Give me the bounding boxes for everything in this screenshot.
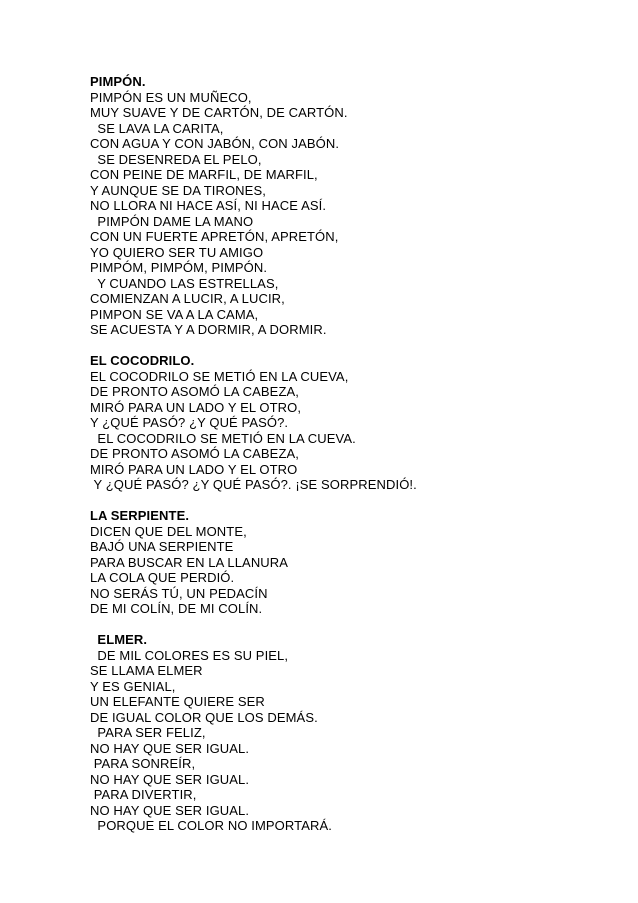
- verse-line: PORQUE EL COLOR NO IMPORTARÁ.: [90, 818, 332, 833]
- verse-line: PIMPÓN DAME LA MANO: [90, 213, 254, 229]
- song-pimpon: [90, 74, 610, 338]
- verse-line: PIMPÓN ES UN MUÑECO,: [90, 89, 252, 105]
- verse-line: PARA DIVERTIR,: [90, 787, 197, 802]
- verse-line: DE MIL COLORES ES SU PIEL,: [90, 647, 289, 663]
- verse-line: CON UN FUERTE APRETÓN, APRETÓN,: [90, 229, 339, 244]
- verse-line: NO HAY QUE SER IGUAL.: [90, 771, 250, 787]
- verse-line: PIMPÓM, PIMPÓM, PIMPÓN.: [90, 260, 268, 275]
- song-el-cocodrilo: [90, 353, 610, 493]
- song-title: PIMPÓN.: [90, 74, 146, 89]
- verse-line: LA COLA QUE PERDIÓ.: [90, 570, 235, 585]
- verse-line: NO SERÁS TÚ, UN PEDACÍN: [90, 585, 268, 601]
- verse-line: PARA BUSCAR EN LA LLANURA: [90, 554, 289, 570]
- verse-line: DE PRONTO ASOMÓ LA CABEZA,: [90, 446, 299, 461]
- verse-line: CON AGUA Y CON JABÓN, CON JABÓN.: [90, 136, 340, 151]
- song-title: ELMER.: [90, 632, 148, 647]
- document-page: [90, 74, 610, 834]
- verse-line: EL COCODRILO SE METIÓ EN LA CUEVA,: [90, 368, 349, 384]
- verse-line: SE ACUESTA Y A DORMIR, A DORMIR.: [90, 322, 327, 337]
- verse-line: Y AUNQUE SE DA TIRONES,: [90, 182, 266, 198]
- verse-line: MUY SUAVE Y DE CARTÓN, DE CARTÓN.: [90, 105, 348, 120]
- song-title: LA SERPIENTE.: [90, 508, 190, 523]
- verse-line: COMIENZAN A LUCIR, A LUCIR,: [90, 291, 285, 306]
- verse-line: CON PEINE DE MARFIL, DE MARFIL,: [90, 167, 318, 182]
- verse-line: SE LAVA LA CARITA,: [90, 120, 224, 136]
- song-la-serpiente: [90, 508, 610, 617]
- verse-line: UN ELEFANTE QUIERE SER: [90, 694, 265, 709]
- verse-line: SE DESENREDA EL PELO,: [90, 151, 262, 167]
- verse-line: NO HAY QUE SER IGUAL.: [90, 802, 250, 818]
- verse-line: Y ¿QUÉ PASÓ? ¿Y QUÉ PASÓ?.: [90, 415, 289, 430]
- verse-line: PIMPON SE VA A LA CAMA,: [90, 306, 259, 322]
- verse-line: DE PRONTO ASOMÓ LA CABEZA,: [90, 384, 299, 399]
- verse-line: DICEN QUE DEL MONTE,: [90, 523, 247, 539]
- verse-line: Y CUANDO LAS ESTRELLAS,: [90, 275, 279, 291]
- verse-line: BAJÓ UNA SERPIENTE: [90, 539, 234, 554]
- verse-line: Y ¿QUÉ PASÓ? ¿Y QUÉ PASÓ?. ¡SE SORPRENDIÓ!.: [90, 477, 417, 492]
- verse-line: MIRÓ PARA UN LADO Y EL OTRO,: [90, 399, 302, 415]
- verse-line: MIRÓ PARA UN LADO Y EL OTRO: [90, 461, 298, 477]
- verse-line: DE MI COLÍN, DE MI COLÍN.: [90, 601, 263, 616]
- verse-line: YO QUIERO SER TU AMIGO: [90, 244, 264, 260]
- verse-line: NO LLORA NI HACE ASÍ, NI HACE ASÍ.: [90, 198, 327, 213]
- verse-line: EL COCODRILO SE METIÓ EN LA CUEVA.: [90, 430, 356, 446]
- verse-line: PARA SER FELIZ,: [90, 725, 206, 740]
- verse-line: PARA SONREÍR,: [90, 756, 196, 771]
- verse-line: SE LLAMA ELMER: [90, 663, 203, 678]
- verse-line: DE IGUAL COLOR QUE LOS DEMÁS.: [90, 709, 318, 725]
- verse-line: Y ES GENIAL,: [90, 678, 176, 694]
- song-title: EL COCODRILO.: [90, 353, 195, 368]
- song-elmer: [90, 632, 610, 834]
- verse-line: NO HAY QUE SER IGUAL.: [90, 740, 250, 756]
